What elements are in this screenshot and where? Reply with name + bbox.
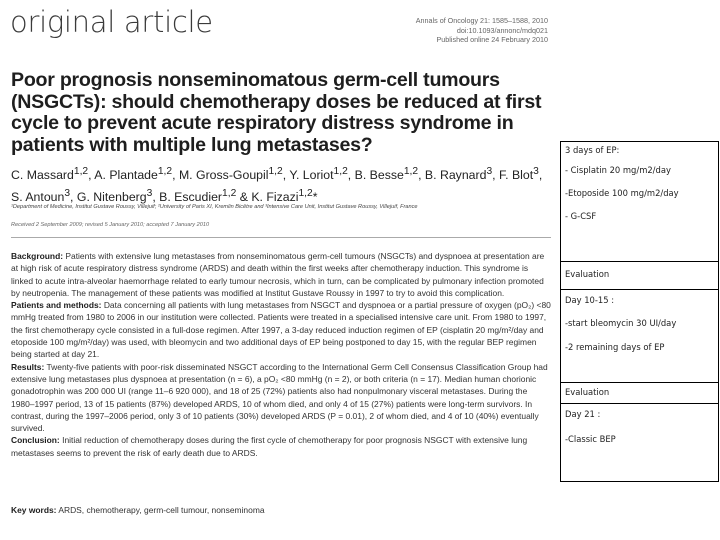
journal-line: doi:10.1093/annonc/mdq021 (456, 25, 548, 35)
scheme-cell-day21 (561, 404, 718, 482)
author-text: & K. Fizazi (236, 189, 299, 204)
author-sup: 1,2 (268, 166, 283, 177)
scheme-line: - G-CSF (565, 211, 597, 221)
scheme-line: -start bleomycin 30 UI/day (565, 318, 677, 328)
article-type-heading: original article (10, 5, 213, 39)
abstract-heading: Results: (11, 361, 45, 372)
treatment-scheme-table (560, 141, 719, 482)
author-text: , (538, 168, 543, 183)
author-text: , G. Nitenberg (70, 189, 147, 204)
abstract (11, 250, 551, 459)
author-sup: 1,2 (157, 166, 173, 177)
author-text: * (312, 189, 318, 204)
author-text: , M. Gross-Goupil (172, 168, 269, 183)
scheme-line: - Cisplatin 20 mg/m2/day (565, 165, 671, 175)
scheme-cell-day10-15 (561, 290, 718, 383)
abstract-text: Data concerning all patients with lung metastases from NSGCT and dyspnoea or a partial pressure of oxygen (pO₂) <80 mmHg treated from 1980 to 2006 in our institution were collected. Patients were treated in a specialised intensive care unit. From 1980 to 1997, the first chemotherapy cycle consisted in a full-dose regimen. After 1997, a 3-day reduced induction regimen of EP (cisplatin 20 mg/m²/day and etoposide 100 mg/m²/day) was used, with bleomycin and two additional days of EP being postponed to day 15, with the regular BEP regimen being started at day 21. (11, 300, 551, 360)
author-sup: 1,2 (298, 187, 313, 199)
divider (11, 237, 551, 238)
author-sup: 1,2 (73, 166, 89, 177)
scheme-line: 3 days of EP: (565, 145, 620, 155)
scheme-line: Evaluation (565, 387, 610, 397)
author-text: , B. Raynard (418, 168, 487, 183)
scheme-line: -2 remaining days of EP (565, 342, 665, 352)
abstract-heading: Conclusion: (11, 435, 60, 446)
keywords-heading: Key words: (11, 505, 57, 515)
abstract-heading: Background: (11, 251, 64, 261)
author-sup: 3 (486, 166, 493, 177)
journal-line: Annals of Oncology 21: 1585–1588, 2010 (415, 16, 548, 25)
author-text: S. Antoun (11, 189, 65, 204)
author-sup: 3 (533, 166, 539, 177)
author-line (11, 163, 551, 185)
abstract-text: Initial reduction of chemotherapy doses during the first cycle of chemotherapy for poor prognosis NSGCT with extensive lung metastases seems to prevent the risk of early death due to ARDS. (11, 435, 528, 458)
author-text: , B. Escudier (152, 189, 223, 204)
scheme-cell-evaluation (561, 383, 718, 404)
journal-citation (368, 16, 548, 45)
author-sup: 1,2 (403, 166, 419, 177)
scheme-line: Day 10-15 : (565, 295, 615, 305)
abstract-section (11, 434, 551, 459)
author-sup: 1,2 (333, 166, 348, 177)
abstract-text: Twenty-five patients with poor-risk disseminated NSGCT according to the International Germ Cell Consensus Classification Group had extensive lung metastases plus dyspnoea at presentation (n = 6), a pO₂ <80 mmHg (n = 2), or both criteria (n = 17). Median human chorionic gonadotrophin was 200 000 UI (range 11–6 920 000), and 18 of 25 (72%) patients also had nonpulmonary visceral metastases. During the 1980–1997 period, 13 of 15 patients (87%) developed ARDS, 10 of whom died, and only 4 of 15 (27%) patients were long-term survivors. In contrast, during the 1997–2006 period, only 3 of 10 patients (30%) developed ARDS (P = 0.01), 2 of whom died, and 4 of 10 (40%) eventually survived. (11, 361, 548, 434)
author-sup: 1,2 (222, 187, 237, 199)
author-text: , B. Besse (347, 168, 404, 183)
article-title: Poor prognosis nonseminomatous germ-cell tumours (NSGCTs): should chemotherapy doses be reduced at first cycle to prevent acute respiratory distress syndrome in patients with multiple lung metastases? (11, 69, 542, 156)
author-text: , Y. Loriot (282, 168, 334, 183)
scheme-cell-evaluation (561, 262, 718, 290)
abstract-section (11, 250, 551, 299)
scheme-line: Day 21 : (565, 409, 601, 419)
author-text: , F. Blot (492, 168, 534, 183)
author-text: , A. Plantade (88, 168, 158, 183)
received-dates: Received 2 September 2009; revised 5 January 2010; accepted 7 January 2010 (11, 222, 210, 228)
abstract-section (11, 361, 551, 435)
author-list (11, 163, 551, 206)
journal-line: Published online 24 February 2010 (436, 35, 548, 44)
scheme-line: Evaluation (565, 269, 610, 279)
author-text: C. Massard (11, 168, 74, 183)
scheme-line: -Etoposide 100 mg/m2/day (565, 188, 679, 198)
scheme-line: -Classic BEP (565, 434, 616, 444)
author-sup: 3 (64, 187, 71, 199)
author-sup: 3 (146, 187, 153, 199)
keywords (11, 504, 551, 516)
affiliations: ¹Department of Medicine, Institut Gustave Roussy, Villejuif; ²University of Paris XI, Kremlin Bicêtre and ³Intensive Care Unit, Institut Gustave Roussy, Villejuif, France (11, 204, 418, 210)
scheme-cell-induction (561, 142, 718, 262)
abstract-section (11, 299, 551, 360)
keywords-text: ARDS, chemotherapy, germ-cell tumour, nonseminoma (56, 505, 265, 515)
abstract-text: Patients with extensive lung metastases from nonseminomatous germ-cell tumours (NSGCTs) and dyspnoea at presentation are at high risk of acute respiratory distress syndrome (ARDS) and death within the first weeks after chemotherapy induction. This syndrome is linked to acute intra-alveolar haemorrhage related to early tumour necrosis, which in turn, can be complicated by pulmonary infection promoted by neutropenia. The management of these patients was modified at Institut Gustave Roussy in 1997 to try to avoid this complication. (11, 251, 545, 298)
abstract-heading: Patients and methods: (11, 300, 102, 311)
